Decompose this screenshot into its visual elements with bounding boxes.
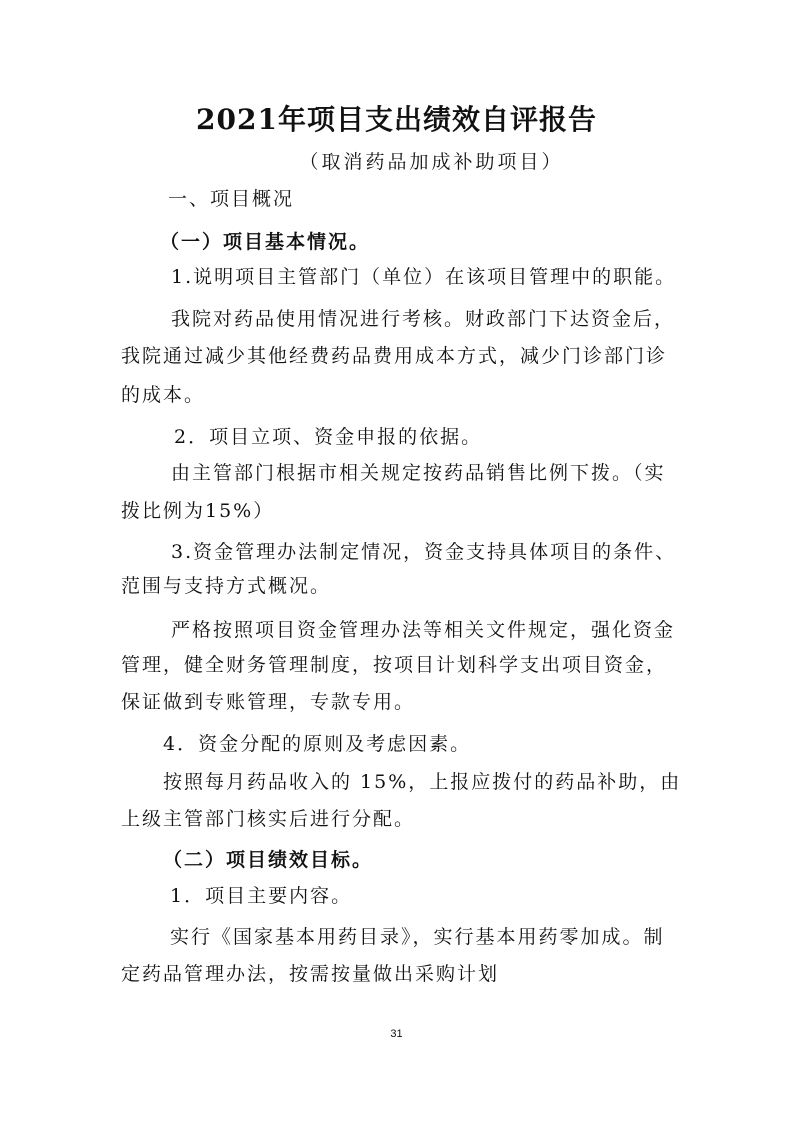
paragraph-line: 拨比例为15%） — [121, 500, 275, 522]
paragraph-line: 我院通过减少其他经费药品费用成本方式，减少门诊部门诊 — [121, 345, 668, 367]
paragraph-line: 的成本。 — [121, 384, 206, 406]
paragraph-line: 2．项目立项、资金申报的依据。 — [174, 426, 483, 448]
paragraph-line: 实行《国家基本用药目录》，实行基本用药零加成。制 — [170, 926, 665, 948]
paragraph-line: 由主管部门根据市相关规定按药品销售比例下拨。（实 — [171, 462, 666, 484]
paragraph-line: 我院对药品使用情况进行考核。财政部门下达资金后， — [171, 308, 676, 330]
paragraph-line: 1.说明项目主管部门（单位）在该项目管理中的职能。 — [171, 266, 677, 288]
paragraph-line: 上级主管部门核实后进行分配。 — [121, 808, 416, 830]
paragraph-line: 保证做到专账管理，专款专用。 — [121, 691, 416, 713]
section-heading: 一、项目概况 — [168, 188, 295, 210]
paragraph-line: 4．资金分配的原则及考虑因素。 — [163, 733, 472, 755]
paragraph-line: 管理，健全财务管理制度，按项目计划科学支出项目资金， — [121, 654, 668, 676]
subsection-heading: （二）项目绩效目标。 — [163, 849, 374, 871]
paragraph-line: 1．项目主要内容。 — [170, 885, 353, 907]
paragraph-line: 范围与支持方式概况。 — [121, 575, 332, 597]
paragraph-line: 按照每月药品收入的 15%，上报应拨付的药品补助，由 — [163, 771, 682, 793]
paragraph-line: 定药品管理办法，按需按量做出采购计划 — [121, 963, 500, 985]
document-title: 2021年项目支出绩效自评报告 — [196, 103, 597, 136]
subsection-heading: （一）项目基本情况。 — [160, 231, 371, 253]
paragraph-line: 严格按照项目资金管理办法等相关文件规定，强化资金 — [171, 619, 676, 641]
page-number: 31 — [390, 1028, 403, 1040]
document-subtitle: （取消药品加成补助项目） — [299, 151, 564, 173]
paragraph-line: 3.资金管理办法制定情况，资金支持具体项目的条件、 — [171, 541, 677, 563]
